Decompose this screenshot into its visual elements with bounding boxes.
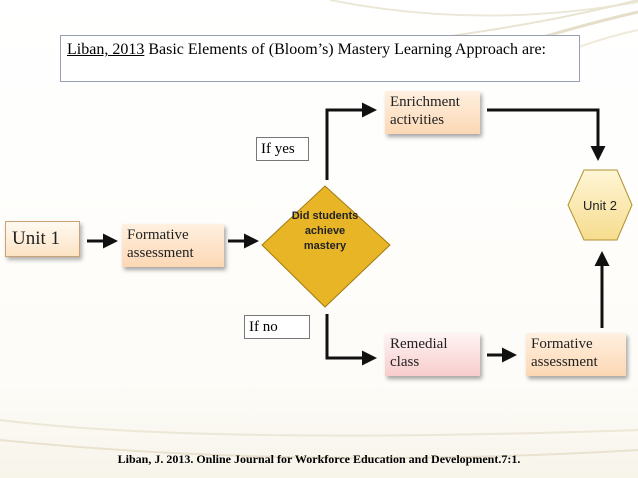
arrow-yes-to-enrichment bbox=[327, 110, 374, 180]
unit2-label: Unit 2 bbox=[583, 198, 617, 213]
arrow-enrichment-to-unit2 bbox=[487, 110, 598, 158]
footer-citation: Liban, J. 2013. Online Journal for Workforce Education and Development.7:1. bbox=[117, 452, 521, 466]
if-no-label: If no bbox=[244, 315, 310, 339]
title-text: Basic Elements of (Bloom’s) Mastery Learning Approach are: bbox=[144, 41, 546, 58]
formative-assessment-left: Formative assessment bbox=[122, 224, 224, 267]
remedial-class: Remedial class bbox=[385, 333, 480, 376]
if-yes-label: If yes bbox=[256, 137, 309, 161]
formative-assessment-right: Formative assessment bbox=[526, 333, 626, 376]
arrow-no-to-remedial bbox=[327, 314, 374, 358]
decision-text: Did students achieve mastery bbox=[291, 210, 359, 252]
title-reference: Liban, 2013 bbox=[67, 41, 145, 58]
unit1-box: Unit 1 bbox=[5, 221, 80, 257]
enrichment-activities: Enrichment activities bbox=[385, 91, 480, 134]
